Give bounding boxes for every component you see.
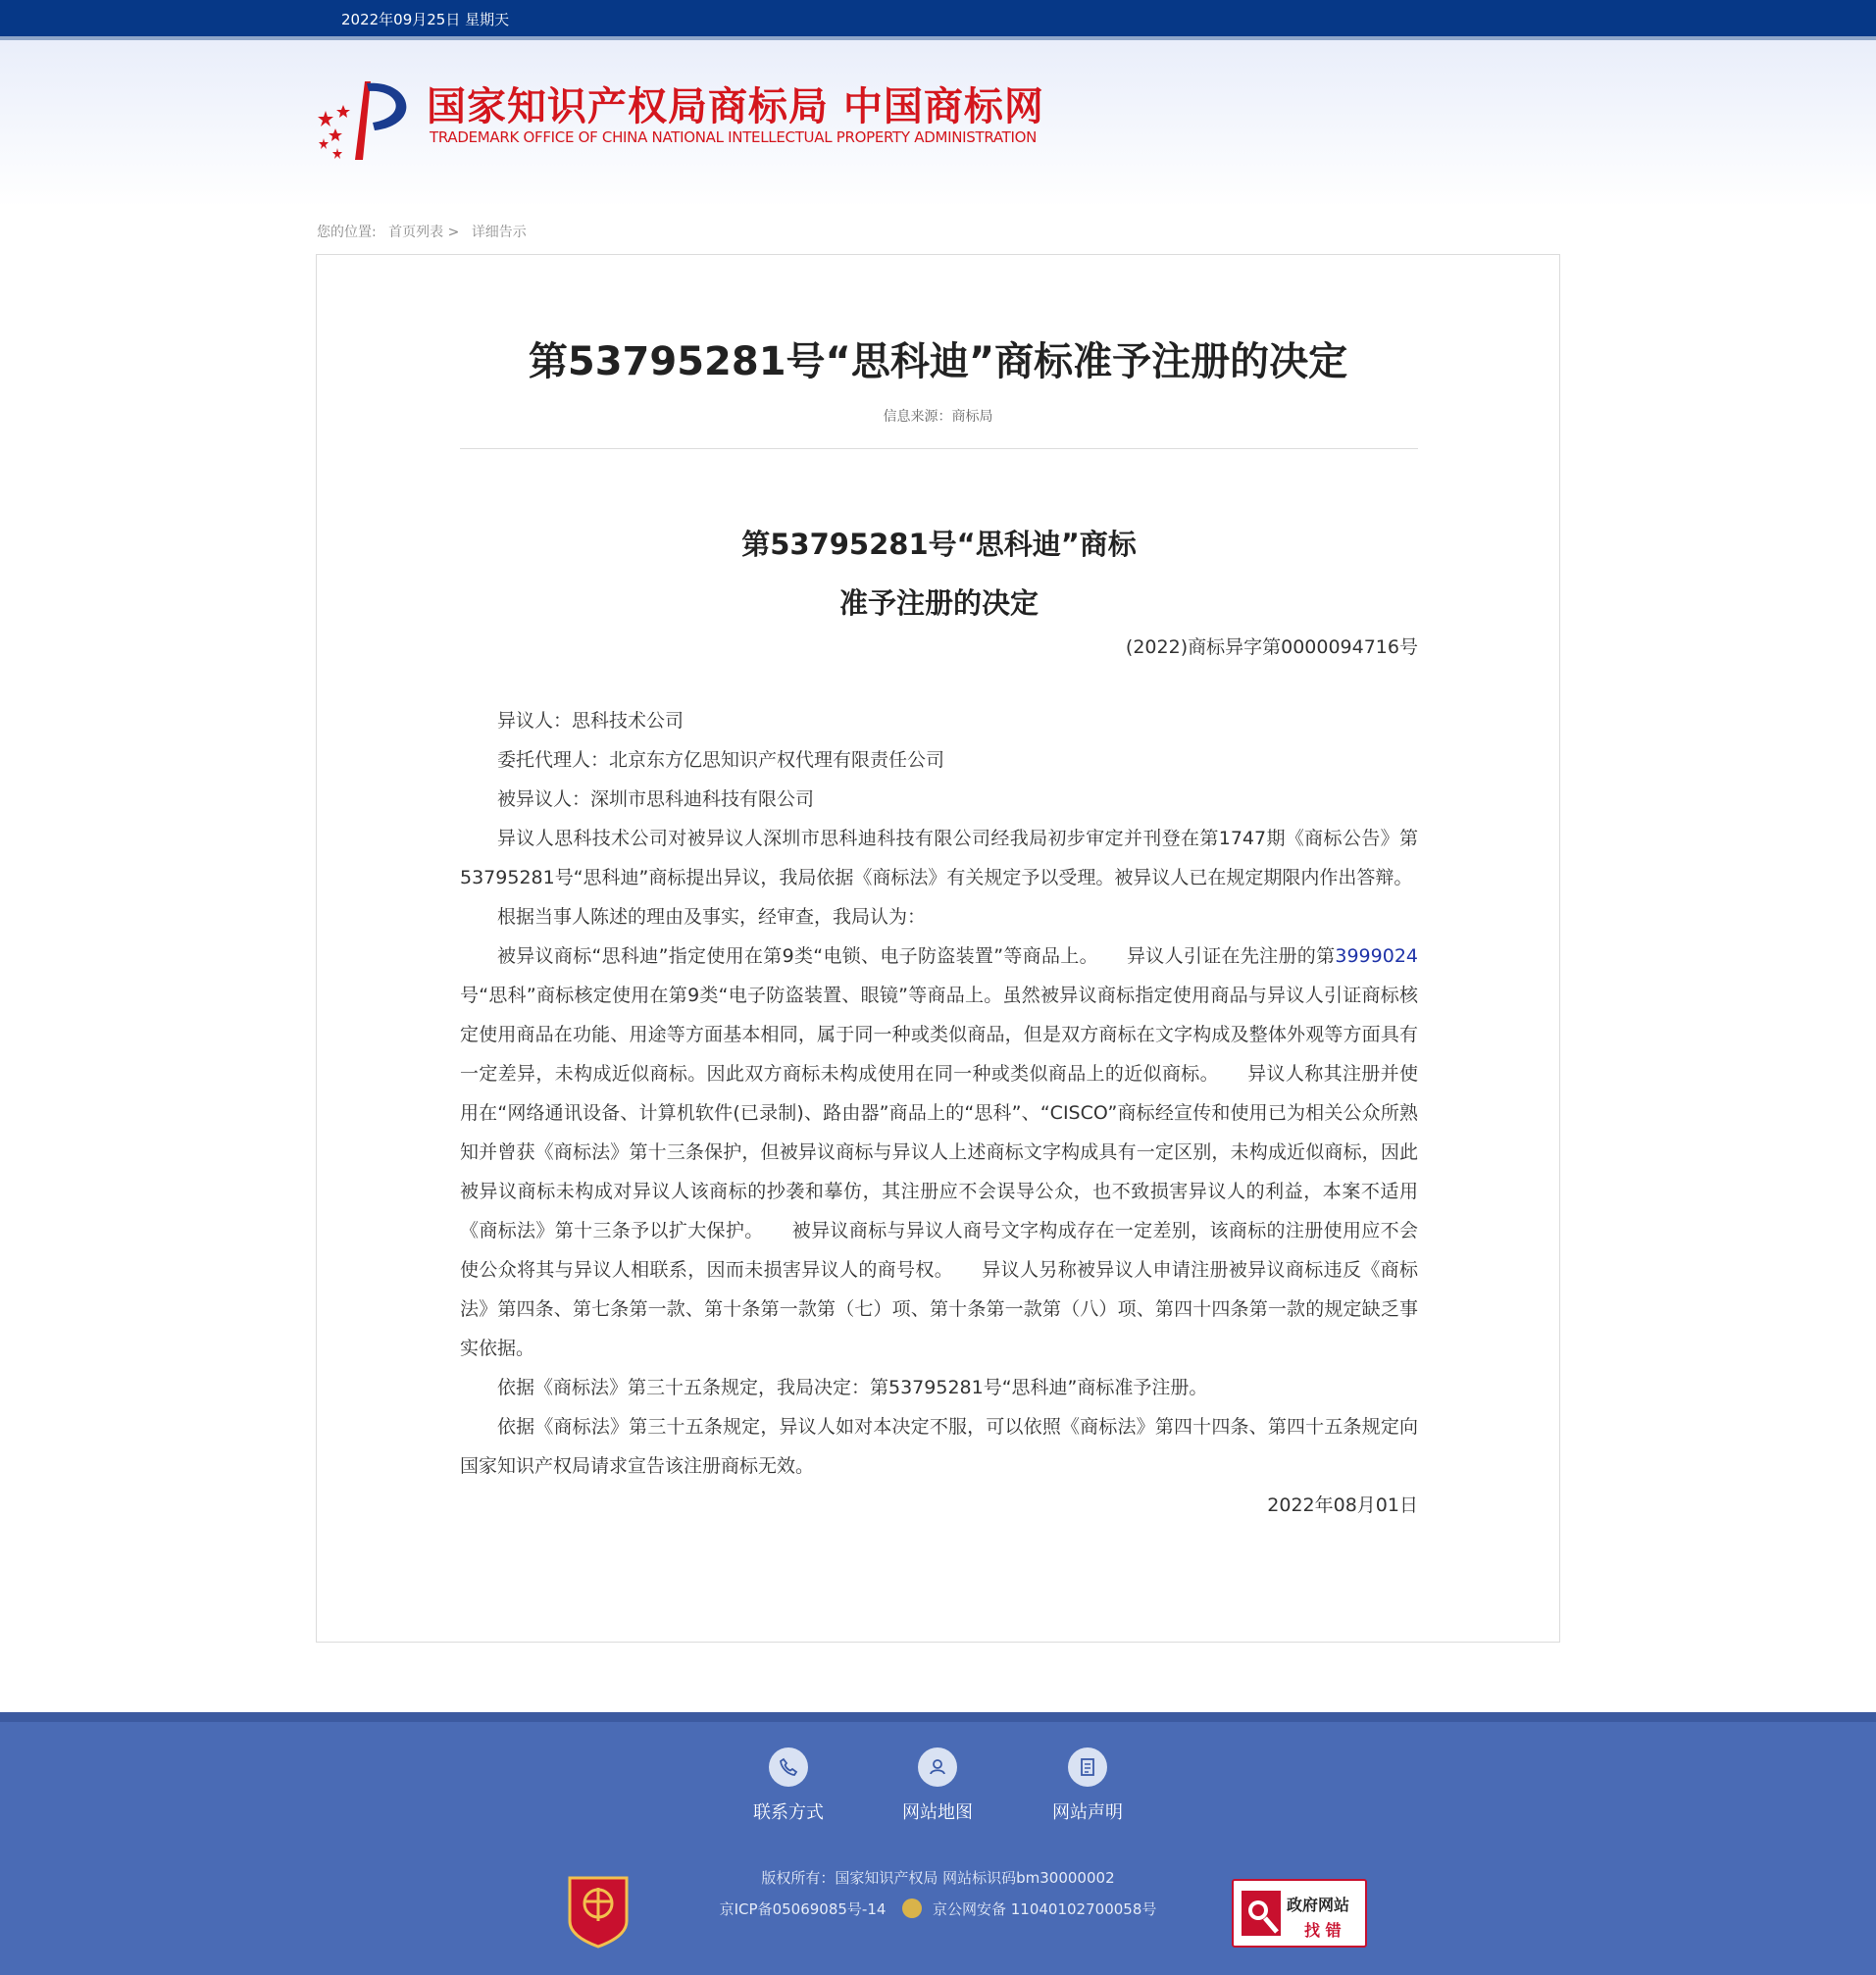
breadcrumb-current: 详细告示: [471, 225, 527, 240]
document-icon: [1068, 1747, 1107, 1787]
breadcrumb-home-link[interactable]: 首页列表 >: [388, 225, 460, 240]
title-divider: [460, 448, 1418, 449]
document-number: (2022)商标异字第0000094716号: [1125, 636, 1418, 658]
breadcrumb: [317, 222, 534, 241]
article-title: 第53795281号“思科迪”商标准予注册的决定: [528, 339, 1348, 384]
document-heading-line1: 第53795281号“思科迪”商标: [741, 528, 1137, 561]
document-paragraphs: [460, 701, 1418, 1486]
footer-link-label: 联系方式: [753, 1802, 824, 1823]
reasoning-text-part1: 被异议商标“思科迪”指定使用在第9类“电锁、电子防盗装置”等商品上。 异议人引证在先注册的第: [497, 945, 1336, 967]
site-logo[interactable]: [314, 74, 1044, 162]
site-header: [0, 40, 1876, 207]
paragraph-review-intro: 根据当事人陈述的理由及事实，经审查，我局认为：: [497, 906, 927, 928]
police-badge-icon: [902, 1899, 922, 1918]
paragraph-decision: 依据《商标法》第三十五条规定，我局决定：第53795281号“思科迪”商标准予注册。: [497, 1377, 1208, 1398]
map-icon: [918, 1747, 957, 1787]
paragraph-respondent: 被异议人：深圳市思科迪科技有限公司: [497, 788, 815, 810]
police-record-link[interactable]: 京公网安备 11040102700058号: [932, 1900, 1157, 1918]
article-card: [316, 254, 1560, 1643]
phone-icon: [769, 1747, 808, 1787]
footer-link-statement[interactable]: [1029, 1747, 1146, 1824]
footer-link-label: 网站地图: [902, 1802, 973, 1823]
top-bar: [0, 0, 1876, 36]
logo-english-name: TRADEMARK OFFICE OF CHINA NATIONAL INTELLECTUAL PROPERTY ADMINISTRATION: [430, 128, 1038, 146]
cited-trademark-number: 3999024: [1335, 945, 1418, 967]
site-footer: [0, 1712, 1876, 1975]
paragraph-opponent: 异议人：思科技术公司: [497, 710, 684, 732]
footer-link-label: 网站声明: [1052, 1802, 1123, 1823]
footer-top-border: [0, 1712, 1876, 1722]
logo-chinese-name: 国家知识产权局商标局 中国商标网: [427, 83, 1044, 129]
footer-link-contact[interactable]: [730, 1747, 847, 1824]
government-site-error-report-badge[interactable]: [1232, 1879, 1367, 1948]
breadcrumb-prefix: 您的位置:: [317, 225, 377, 240]
paragraph-agent: 委托代理人：北京东方亿思知识产权代理有限责任公司: [497, 749, 945, 771]
magnifier-icon: [1240, 1889, 1283, 1938]
emblem-icon: [314, 74, 422, 162]
footer-link-sitemap[interactable]: [879, 1747, 996, 1824]
badge-subtitle: 找 错: [1304, 1921, 1342, 1940]
current-date: 2022年09月25日 星期天: [341, 11, 510, 28]
paragraph-reasoning: [460, 937, 1418, 1368]
icp-link[interactable]: 京ICP备05069085号-14: [719, 1900, 887, 1918]
reasoning-text-part2: 号“思科”商标核定使用在第9类“电子防盗装置、眼镜”等商品上。虽然被异议商标指定使用商品与异议人引证商标核定使用商品在功能、用途等方面基本相同，属于同一种或类似商品，但是双方商标在文字构成及整体外观等方面具有一定差异，未构成近似商标。因此双方商标未构成使用在同一种或类似商品上的近似商标。 异议人称其注册并使用在“网络通讯设备、计算机软件(已录制)、路由器”商品上的“思科”、“CISCO”商标经宣传和使用已为相关公众所熟知并曾获《商标法》第十三条保护，但被异议商标与异议人上述商标文字构成具有一定区别，未构成近似商标，因此被异议商标未构成对异议人该商标的抄袭和摹仿，其注册应不会误导公众，也不致损害异议人的利益，本案不适用《商标法》第十三条予以扩大保护。 被异议商标与异议人商号文字构成存在一定差别，该商标的注册使用应不会使公众将其与异议人相联系，因而未损害异议人的商号权。 异议人另称被异议人申请注册被异议商标违反《商标法》第四条、第七条第一款、第十条第一款第（七）项、第十条第一款第（八）项、第四十四条第一款的规定缺乏事实依据。: [460, 985, 1418, 1359]
document-date: 2022年08月01日: [1267, 1494, 1418, 1516]
registration-line: [0, 1899, 1876, 1919]
paragraph-background: 异议人思科技术公司对被异议人深圳市思科迪科技有限公司经我局初步审定并刊登在第1747期《商标公告》第53795281号“思科迪”商标提出异议，我局依据《商标法》有关规定予以受理。被异议人已在规定期限内作出答辩。: [460, 828, 1418, 888]
copyright-text: 版权所有：国家知识产权局 网站标识码bm30000002: [761, 1869, 1115, 1887]
paragraph-appeal: 依据《商标法》第三十五条规定，异议人如对本决定不服，可以依照《商标法》第四十四条、第四十五条规定向国家知识产权局请求宣告该注册商标无效。: [460, 1416, 1418, 1477]
badge-title: 政府网站: [1287, 1896, 1350, 1914]
document-heading-line2: 准予注册的决定: [838, 586, 1039, 620]
article-source: 信息来源：商标局: [883, 409, 993, 425]
article-body: [460, 515, 1418, 1525]
